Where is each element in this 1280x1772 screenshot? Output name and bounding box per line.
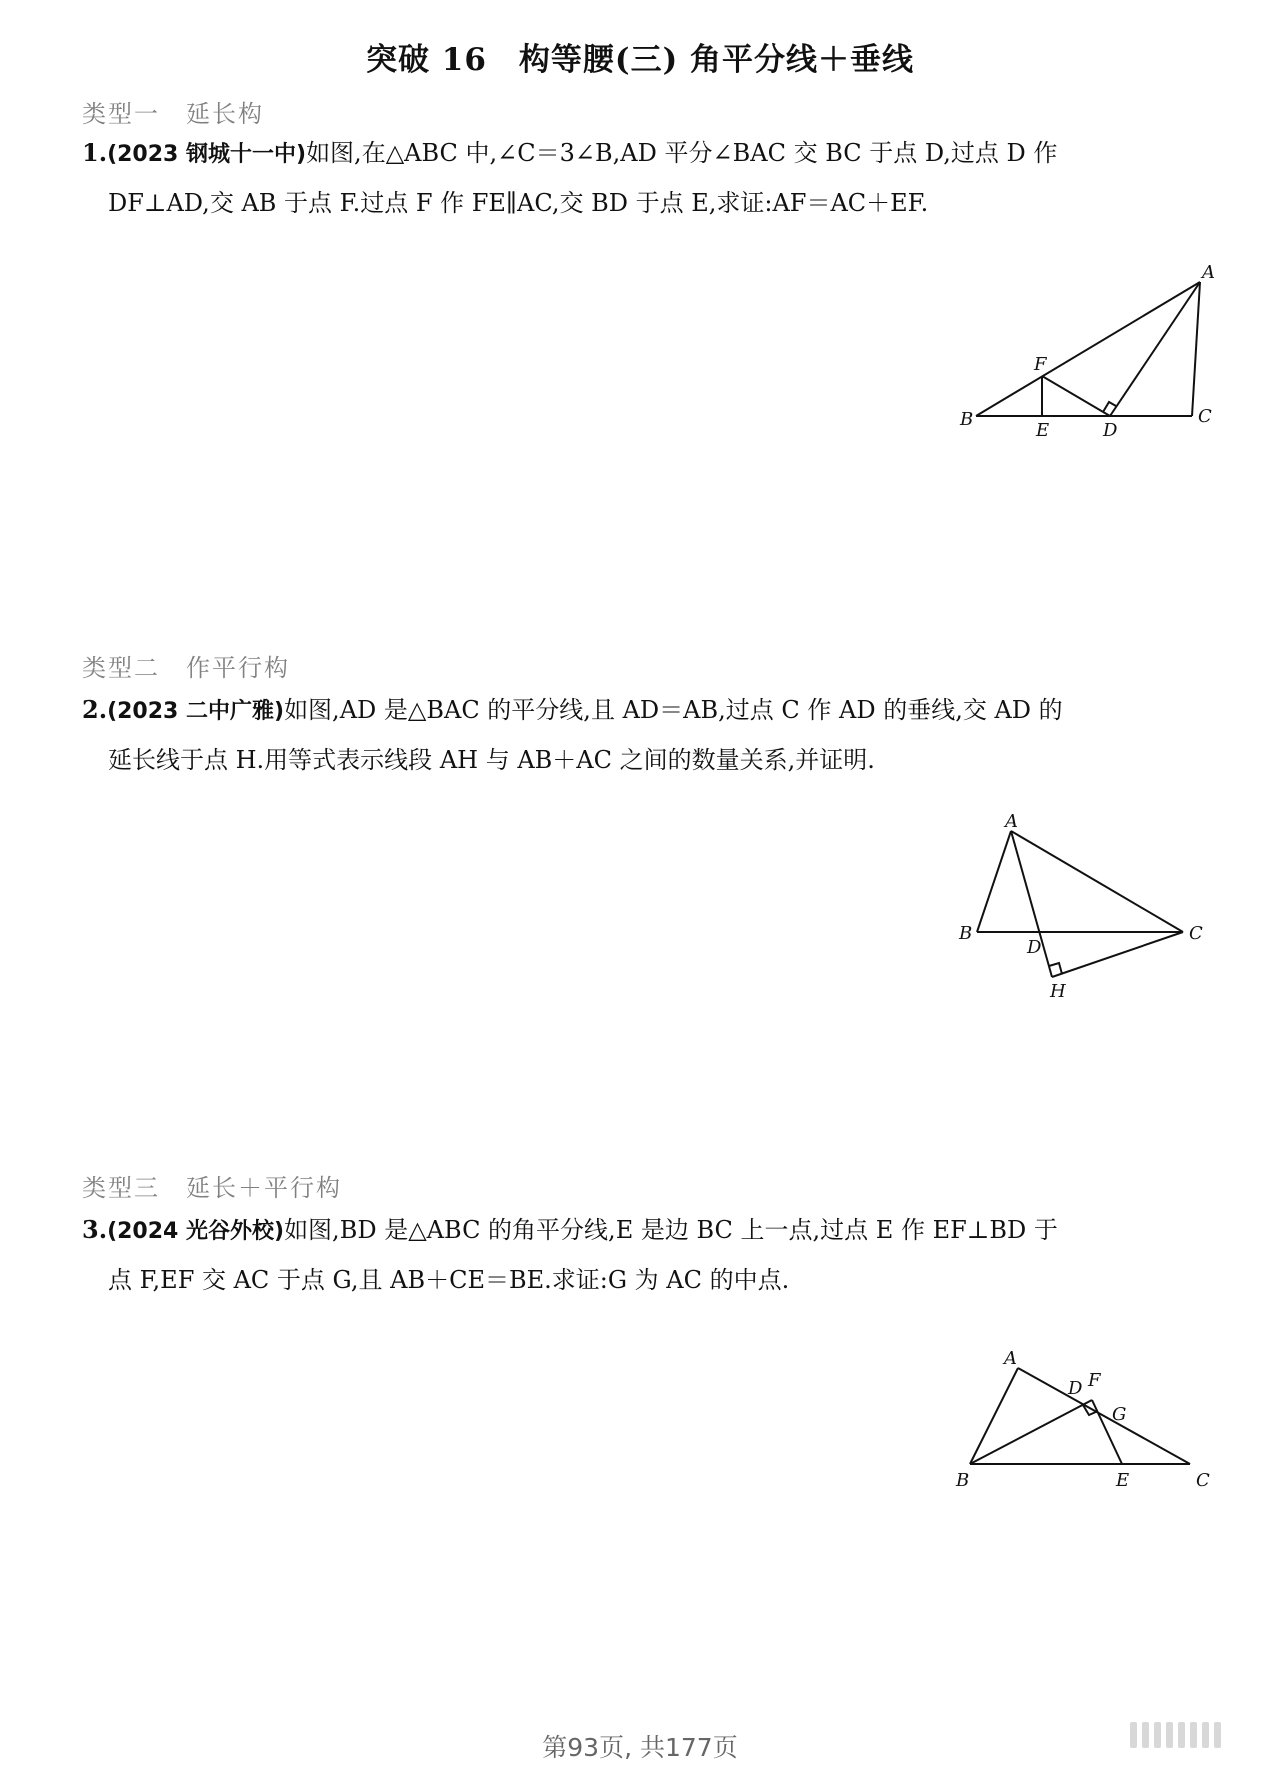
label-g: G (1112, 1404, 1127, 1425)
figure-1-triangle (960, 262, 1220, 442)
problem-source: (2023 二中广雅) (107, 699, 285, 724)
label-a: A (1004, 1348, 1017, 1369)
segment-ac (1192, 282, 1200, 416)
label-e: E (1036, 420, 1050, 441)
figure-2-triangle (955, 811, 1215, 1005)
label-f: F (1088, 1370, 1101, 1391)
page-title: 突破 16 构等腰(三) 角平分线＋垂线 (365, 42, 915, 78)
problem-source: (2023 钢城十一中) (107, 142, 307, 167)
problem-text-line2: 点 F,EF 交 AC 于点 G,且 AB＋CE＝BE.求证:G 为 AC 的中点. (108, 1266, 790, 1294)
problem-number: 3. (82, 1215, 108, 1244)
segment-ba (970, 1368, 1018, 1464)
problem-number: 2. (82, 695, 108, 724)
problem-text-line2: DF⊥AD,交 AB 于点 F.过点 F 作 FE∥AC,交 BD 于点 E,求证:AF＝AC＋EF. (108, 189, 929, 217)
problem-1 (82, 128, 1212, 228)
problem-text-line1: 如图,AD 是△BAC 的平分线,且 AD＝AB,过点 C 作 AD 的垂线,交 AD 的 (284, 696, 1063, 724)
label-h: H (1050, 981, 1066, 1002)
watermark-bars (1130, 1722, 1250, 1750)
page-footer: 第93页, 共177页 (542, 1733, 738, 1762)
label-a: A (1202, 262, 1215, 283)
problem-number: 1. (82, 138, 108, 167)
label-e: E (1116, 1470, 1130, 1491)
problem-3 (82, 1205, 1212, 1305)
label-b: B (956, 1470, 970, 1491)
problem-2 (82, 685, 1212, 785)
label-b: B (960, 409, 974, 430)
segment-ch (1052, 932, 1183, 977)
section-heading-2: 类型二 作平行构 (82, 654, 290, 682)
problem-text-line1: 如图,BD 是△ABC 的角平分线,E 是边 BC 上一点,过点 E 作 EF⊥BD 于 (284, 1216, 1058, 1244)
segment-ac (1011, 831, 1183, 932)
segment-ba (976, 282, 1200, 416)
problem-source: (2024 光谷外校) (107, 1219, 285, 1244)
label-c: C (1189, 923, 1203, 944)
label-c: C (1198, 406, 1212, 427)
label-b: B (959, 923, 973, 944)
section-heading-1: 类型一 延长构 (82, 100, 264, 128)
problem-text-line2: 延长线于点 H.用等式表示线段 AH 与 AB＋AC 之间的数量关系,并证明. (108, 746, 875, 774)
label-d: D (1068, 1378, 1083, 1399)
label-d: D (1103, 420, 1118, 441)
segment-ba (977, 831, 1011, 932)
segment-ac (1018, 1368, 1190, 1464)
segment-bf (970, 1400, 1092, 1464)
label-d: D (1027, 937, 1042, 958)
segment-fd (1042, 376, 1110, 416)
label-a: A (1005, 811, 1018, 832)
label-c: C (1196, 1470, 1210, 1491)
label-f: F (1034, 354, 1047, 375)
section-heading-3: 类型三 延长＋平行构 (82, 1174, 342, 1202)
problem-text-line1: 如图,在△ABC 中,∠C＝3∠B,AD 平分∠BAC 交 BC 于点 D,过点 D 作 (306, 139, 1058, 167)
segment-ad (1110, 282, 1200, 416)
figure-3-triangle (950, 1350, 1220, 1500)
